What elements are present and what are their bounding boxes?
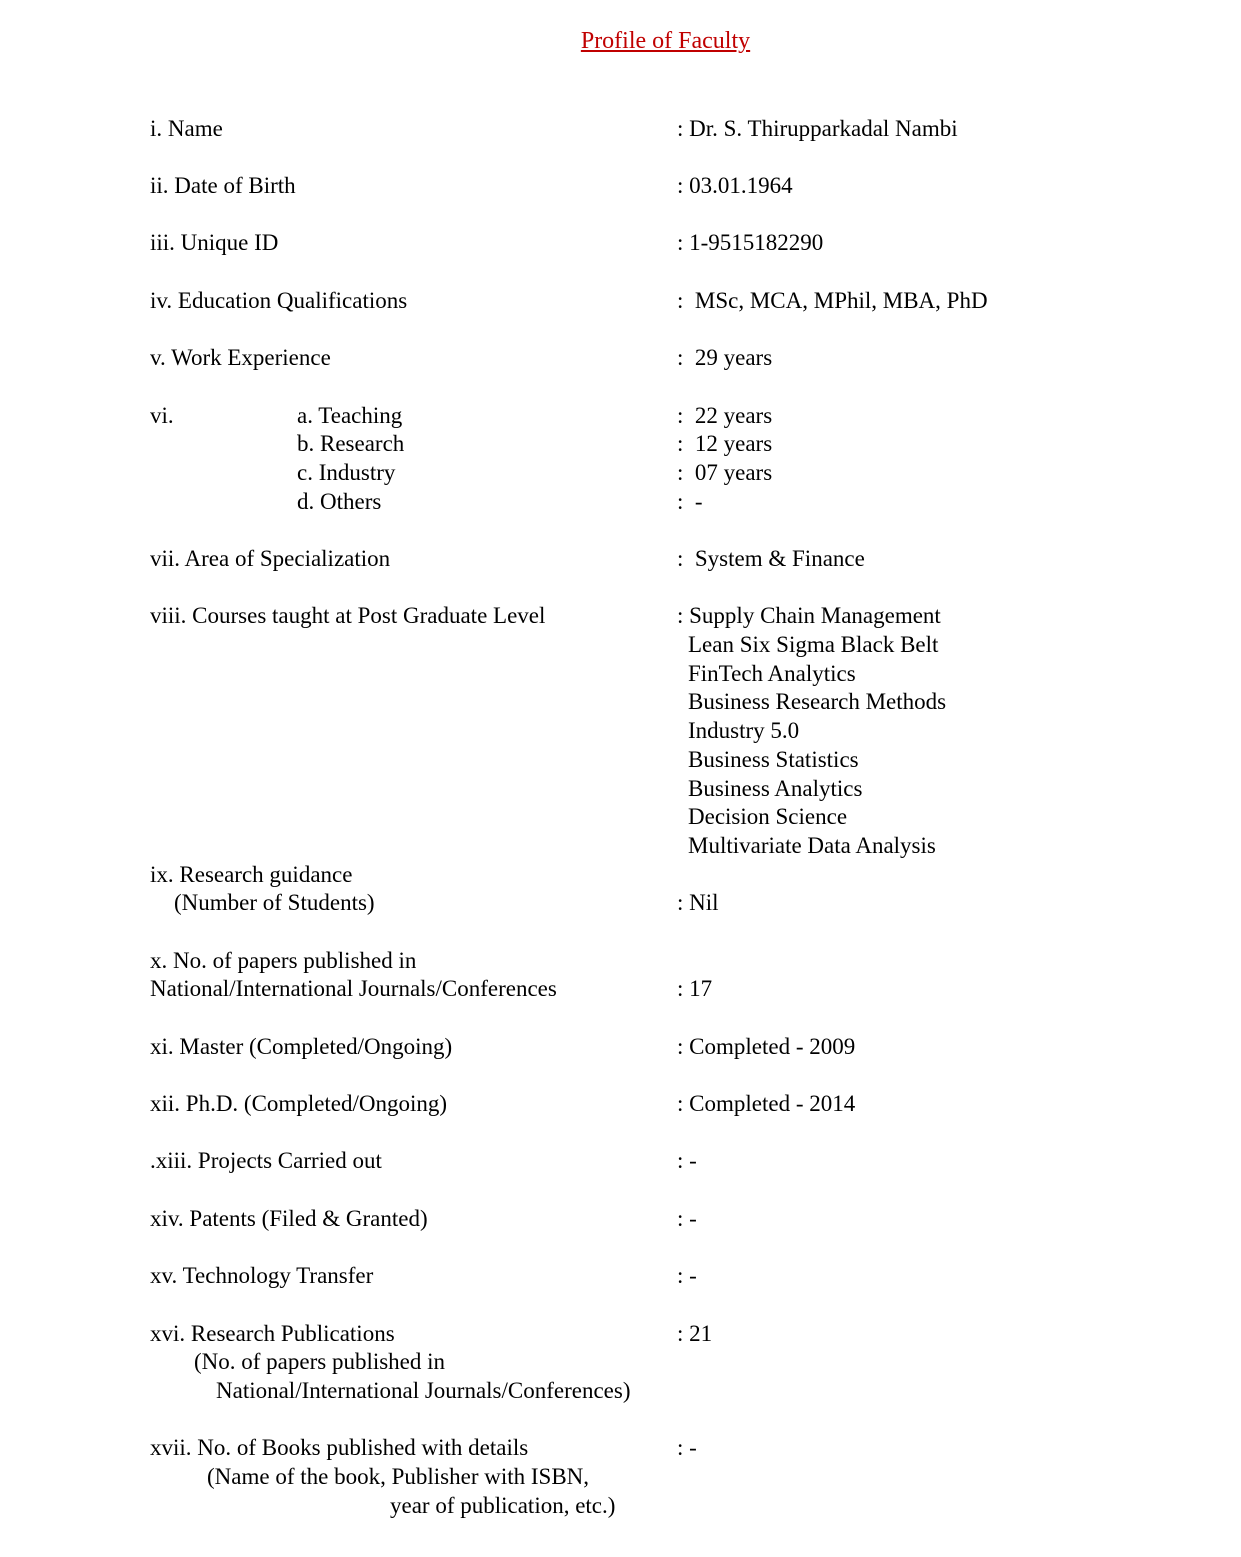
field-label: xi. Master (Completed/Ongoing)	[150, 1033, 453, 1059]
row-unique-id	[150, 229, 1181, 258]
spacer-line	[150, 1406, 1181, 1435]
field-value: : -	[677, 488, 703, 514]
spacer-line	[150, 258, 1181, 287]
field-value: : Completed - 2009	[677, 1033, 856, 1059]
row-others	[150, 488, 1181, 517]
page-title: Profile of Faculty	[580, 28, 751, 54]
field-label: iv. Education Qualifications	[150, 287, 408, 313]
field-label: xvii. No. of Books published with details	[150, 1435, 529, 1461]
course-item: Business Statistics	[688, 746, 859, 772]
spacer-line	[150, 373, 1181, 402]
spacer-line	[150, 918, 1181, 947]
title-row	[150, 27, 1181, 56]
row-papers-published	[150, 947, 1181, 976]
field-value: : MSc, MCA, MPhil, MBA, PhD	[677, 287, 988, 313]
field-value	[677, 602, 941, 631]
sub-label: a. Teaching	[297, 402, 403, 428]
row-specialization	[150, 545, 1181, 574]
field-value: : -	[677, 1435, 697, 1461]
field-label: xv. Technology Transfer	[150, 1263, 374, 1289]
row-course-continuation	[150, 775, 1181, 804]
field-label: iii. Unique ID	[150, 230, 279, 256]
row-books-published-note	[150, 1463, 1181, 1492]
row-research-publications	[150, 1320, 1181, 1349]
spacer-line	[150, 143, 1181, 172]
row-courses	[150, 602, 1181, 631]
row-research-publications-note	[150, 1377, 1181, 1406]
field-value: : Dr. S. Thirupparkadal Nambi	[677, 115, 958, 141]
row-education	[150, 287, 1181, 316]
spacer-line	[150, 1291, 1181, 1320]
field-label: ix. Research guidance	[150, 861, 353, 887]
row-research	[150, 430, 1181, 459]
field-sublabel: National/International Journals/Conferences	[150, 976, 557, 1002]
course-item: Multivariate Data Analysis	[688, 832, 936, 858]
field-label: b. Research	[297, 431, 405, 457]
row-work-experience	[150, 344, 1181, 373]
row-course-continuation	[150, 660, 1181, 689]
field-label: d. Others	[297, 488, 382, 514]
row-course-continuation	[150, 717, 1181, 746]
field-label: c. Industry	[297, 459, 396, 485]
course-item: Decision Science	[688, 804, 848, 830]
course-item: Supply Chain Management	[689, 603, 941, 629]
spacer-line	[150, 201, 1181, 230]
spacer-line	[150, 516, 1181, 545]
row-industry	[150, 459, 1181, 488]
field-value: : 29 years	[677, 345, 773, 371]
row-research-guidance-sub	[150, 889, 1181, 918]
field-label	[150, 402, 677, 431]
row-research-guidance	[150, 861, 1181, 890]
row-research-publications-note	[150, 1348, 1181, 1377]
field-label: viii. Courses taught at Post Graduate Level	[150, 603, 546, 629]
row-course-continuation	[150, 746, 1181, 775]
field-label: .xiii. Projects Carried out	[150, 1148, 382, 1174]
field-value: : 17	[677, 976, 713, 1002]
field-label: xiv. Patents (Filed & Granted)	[150, 1205, 428, 1231]
spacer-line	[150, 1061, 1181, 1090]
field-label: x. No. of papers published in	[150, 947, 417, 973]
row-course-continuation	[150, 688, 1181, 717]
field-value: : 1-9515182290	[677, 230, 824, 256]
row-books-published	[150, 1434, 1181, 1463]
field-label: xii. Ph.D. (Completed/Ongoing)	[150, 1091, 448, 1117]
field-sublabel: (Number of Students)	[174, 890, 375, 916]
document-body	[150, 115, 1181, 1521]
field-note: year of publication, etc.)	[390, 1492, 616, 1518]
field-label: v. Work Experience	[150, 345, 331, 371]
field-value: : Nil	[677, 890, 719, 916]
row-projects	[150, 1147, 1181, 1176]
field-value: : -	[677, 1205, 697, 1231]
row-patents	[150, 1205, 1181, 1234]
field-value: : -	[677, 1263, 697, 1289]
field-label: xvi. Research Publications	[150, 1320, 395, 1346]
row-dob	[150, 172, 1181, 201]
row-name	[150, 115, 1181, 144]
field-label: i. Name	[150, 115, 223, 141]
field-value: : Completed - 2014	[677, 1091, 856, 1117]
field-note: (Name of the book, Publisher with ISBN,	[207, 1464, 590, 1489]
spacer-line	[150, 1176, 1181, 1205]
field-value: : 07 years	[677, 459, 773, 485]
field-value: : 21	[677, 1320, 713, 1346]
spacer-line	[150, 316, 1181, 345]
spacer-line	[150, 574, 1181, 603]
course-item: FinTech Analytics	[688, 660, 856, 686]
field-note: (No. of papers published in	[194, 1349, 446, 1375]
field-value: : System & Finance	[677, 546, 865, 571]
field-note: National/International Journals/Conferences)	[216, 1377, 631, 1403]
row-papers-published-sub	[150, 975, 1181, 1004]
course-item: Business Analytics	[688, 775, 863, 801]
row-course-continuation	[150, 631, 1181, 660]
course-item: Lean Six Sigma Black Belt	[688, 632, 939, 658]
field-value: : -	[677, 1148, 697, 1174]
field-label: vii. Area of Specialization	[150, 546, 391, 571]
vi-numeral: vi.	[150, 402, 174, 428]
spacer-line	[150, 1234, 1181, 1263]
field-value: : 22 years	[677, 402, 773, 428]
row-books-published-note	[150, 1492, 1181, 1521]
spacer-line	[150, 1004, 1181, 1033]
row-course-continuation	[150, 803, 1181, 832]
field-value: : 12 years	[677, 431, 773, 457]
course-item: Business Research Methods	[688, 689, 947, 715]
field-value: : 03.01.1964	[677, 173, 793, 199]
colon: :	[677, 603, 690, 629]
field-label: ii. Date of Birth	[150, 173, 296, 199]
row-phd	[150, 1090, 1181, 1119]
row-course-continuation	[150, 832, 1181, 861]
course-item: Industry 5.0	[688, 718, 800, 744]
row-master	[150, 1033, 1181, 1062]
row-teaching	[150, 402, 1181, 431]
row-technology-transfer	[150, 1262, 1181, 1291]
spacer-line	[150, 1119, 1181, 1148]
